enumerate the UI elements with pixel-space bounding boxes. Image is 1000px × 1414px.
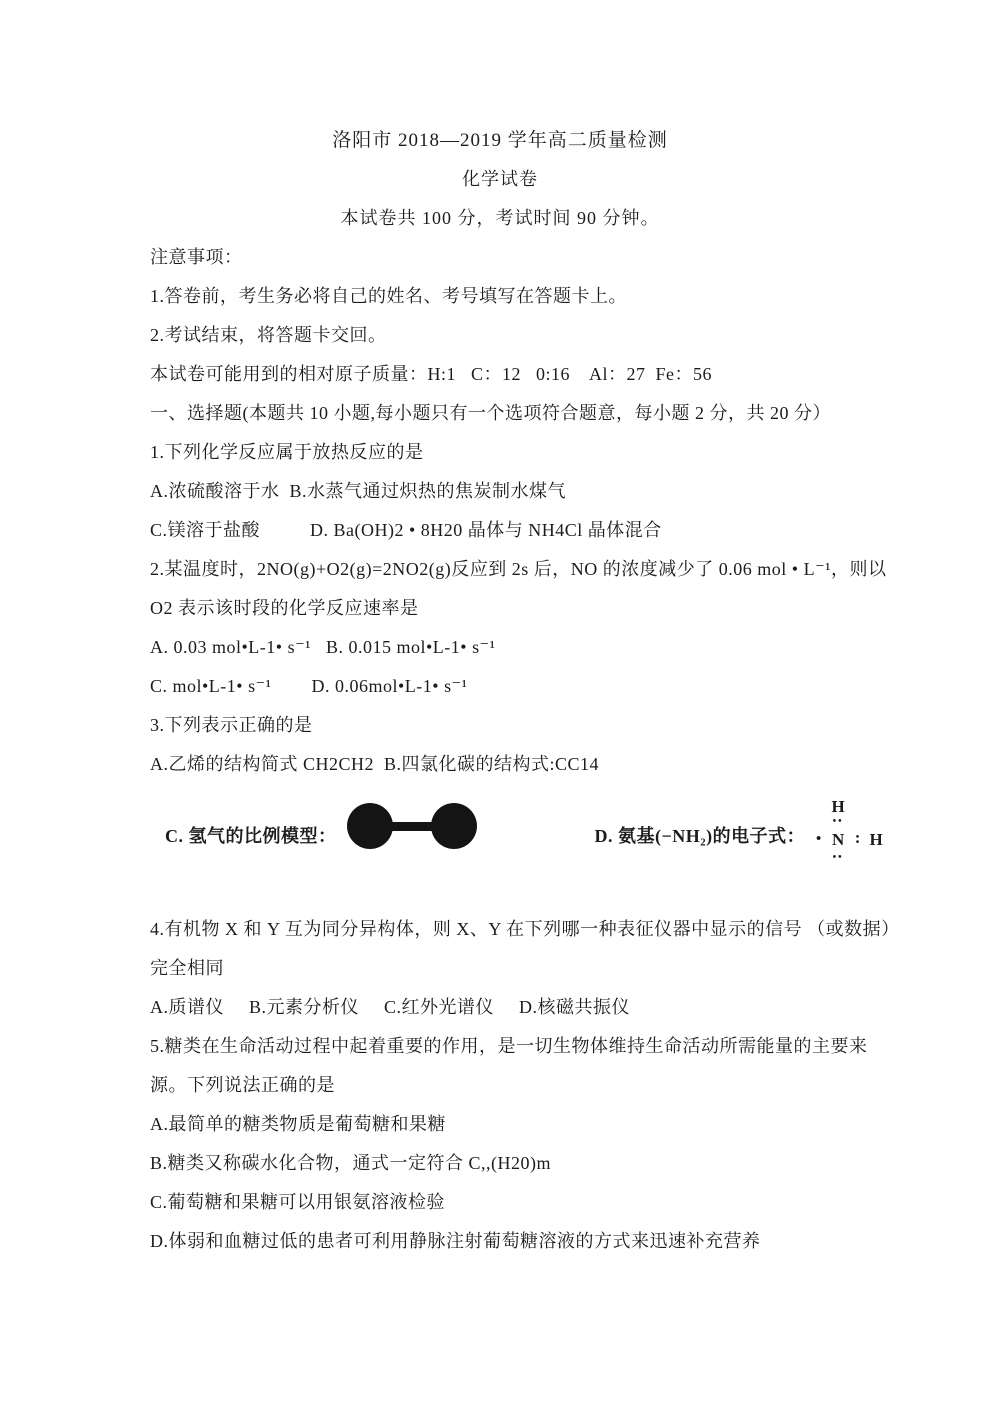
q4-options: A.质谱仪 B.元素分析仪 C.红外光谱仪 D.核磁共振仪 [150, 997, 631, 1017]
atomic-masses-line: 本试卷可能用到的相对原子质量：H:1 C：12 0:16 Al：27 Fe：56 [150, 364, 713, 384]
q3-options-cd-row [150, 784, 883, 884]
q5-option-c: C.葡萄糖和果糖可以用银氨溶液检验 [150, 1192, 446, 1212]
q3-stem: 3.下列表示正确的是 [150, 715, 313, 735]
q5-option-a: A.最简单的糖类物质是葡萄糖和果糖 [150, 1114, 446, 1134]
hydrogen-space-filling-model-diagram [347, 802, 477, 850]
h-h-bond-bar [387, 822, 437, 831]
q5-option-b: B.糖类又称碳水化合物，通式一定符合 C,,(H20)m [150, 1153, 551, 1173]
edot-top-hydrogen: H [831, 797, 845, 816]
q2-options-ab: A. 0.03 mol•L-1• s⁻¹ B. 0.015 mol•L-1• s⁻¹ [150, 637, 496, 657]
q1-stem: 1.下列化学反应属于放热反应的是 [150, 442, 424, 462]
notices-heading: 注意事项： [150, 247, 243, 267]
q4-stem-line1: 4.有机物 X 和 Y 互为同分异构体，则 X、Y 在下列哪一种表征仪器中显示的信号 （或数据） [150, 919, 900, 939]
exam-content [150, 121, 900, 1261]
edot-bond-pair: : [854, 828, 861, 847]
q1-options-cd: C.镁溶于盐酸 D. Ba(OH)2 • 8H20 晶体与 NH4Cl 晶体混合 [150, 520, 662, 540]
amino-electron-dot-formula [811, 796, 887, 864]
q3-option-d-label: D. 氨基(−NH₂)的电子式： [594, 825, 806, 846]
q2-options-cd: C. mol•L-1• s⁻¹ D. 0.06mol•L-1• s⁻¹ [150, 676, 468, 696]
q2-stem-line2: O2 表示该时段的化学反应速率是 [150, 598, 419, 618]
h-atom-sphere-right [431, 803, 477, 849]
q3-options-ab: A.乙烯的结构简式 CH2CH2 B.四氯化碳的结构式:CC14 [150, 754, 600, 774]
section1-heading: 一、选择题(本题共 10 小题,每小题只有一个选项符合题意，每小题 2 分，共 20 分） [150, 403, 831, 423]
q3-option-c-label: C. 氢气的比例模型： [165, 825, 337, 846]
edot-nitrogen: N [832, 830, 845, 849]
notice-item-2: 2.考试结束，将答题卡交回。 [150, 325, 387, 345]
edot-bottom-electron-pair: •• [832, 852, 844, 863]
exam-subtitle: 化学试卷 [462, 169, 538, 189]
q4-stem-line2: 完全相同 [150, 958, 224, 978]
edot-left-electron: • [816, 831, 822, 847]
q5-stem-line2: 源。下列说法正确的是 [150, 1075, 335, 1095]
q2-stem-line1: 2.某温度时，2NO(g)+O2(g)=2NO2(g)反应到 2s 后，NO 的浓度减少了 0.06 mol • L⁻¹，则以 [150, 559, 887, 579]
q1-options-ab: A.浓硫酸溶于水 B.水蒸气通过炽热的焦炭制水煤气 [150, 481, 567, 501]
q5-option-d: D.体弱和血糖过低的患者可利用静脉注射葡萄糖溶液的方式来迅速补充营养 [150, 1231, 761, 1251]
exam-info: 本试卷共 100 分，考试时间 90 分钟。 [340, 208, 660, 228]
edot-top-electron-pair: •• [832, 816, 844, 827]
notice-item-1: 1.答卷前，考生务必将自己的姓名、考号填写在答题卡上。 [150, 286, 627, 306]
q5-stem-line1: 5.糖类在生命活动过程中起着重要的作用，是一切生物体维持生命活动所需能量的主要来 [150, 1036, 868, 1056]
exam-title: 洛阳市 2018—2019 学年高二质量检测 [332, 130, 668, 151]
edot-right-hydrogen: H [869, 830, 883, 849]
